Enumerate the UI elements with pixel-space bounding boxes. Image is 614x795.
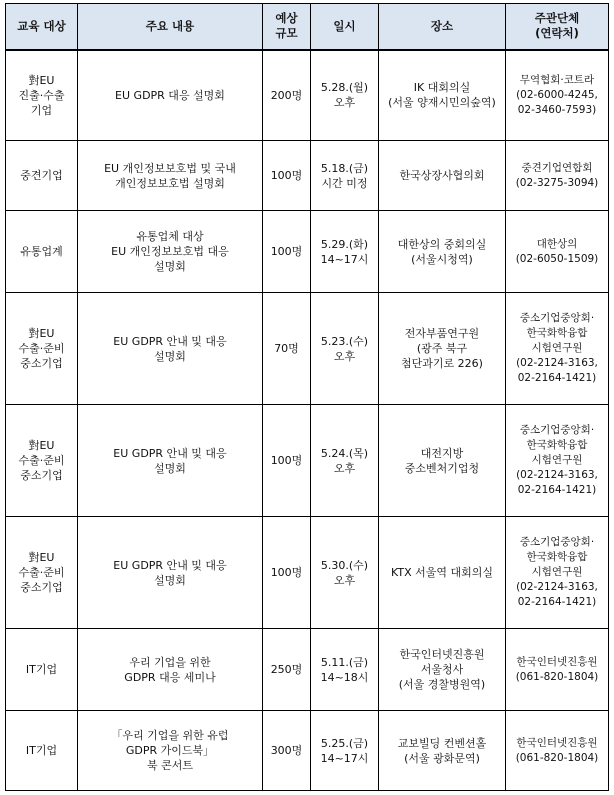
venue-cell: 대한상의 중회의실 (서울시청역): [379, 211, 506, 293]
organizer-cell: 무역협회·코트라 (02-6000-4245, 02-3460-7593): [506, 50, 609, 141]
header-target: 교육 대상: [6, 4, 78, 50]
content-cell: EU GDPR 안내 및 대응 설명회: [78, 405, 263, 517]
header-row: [6, 4, 609, 50]
datetime-cell: 5.30.(수) 오후: [311, 517, 379, 629]
organizer-cell: 한국인터넷진흥원 (061-820-1804): [506, 711, 609, 791]
education-schedule-table: [5, 3, 609, 791]
target-cell: IT기업: [6, 711, 78, 791]
content-cell: 유통업체 대상 EU 개인정보보호법 대응 설명회: [78, 211, 263, 293]
table-row: [6, 50, 609, 141]
organizer-cell: 대한상의 (02-6050-1509): [506, 211, 609, 293]
size-cell: 70명: [263, 293, 311, 405]
header-organizer: 주관단체 (연락처): [506, 4, 609, 50]
size-cell: 300명: [263, 711, 311, 791]
datetime-cell: 5.11.(금) 14~18시: [311, 629, 379, 711]
organizer-cell: 중견기업연합회 (02-3275-3094): [506, 141, 609, 211]
organizer-cell: 중소기업중앙회· 한국화학융합 시험연구원 (02-2124-3163, 02-2164-1421): [506, 293, 609, 405]
target-cell: 對EU 수출·준비 중소기업: [6, 517, 78, 629]
content-cell: EU GDPR 대응 설명회: [78, 50, 263, 141]
venue-cell: 한국상장사협의회: [379, 141, 506, 211]
organizer-cell: 한국인터넷진흥원 (061-820-1804): [506, 629, 609, 711]
target-cell: 對EU 진출·수출 기업: [6, 50, 78, 141]
size-cell: 100명: [263, 405, 311, 517]
venue-cell: 대전지방 중소벤처기업청: [379, 405, 506, 517]
datetime-cell: 5.25.(금) 14~17시: [311, 711, 379, 791]
content-cell: EU GDPR 안내 및 대응 설명회: [78, 517, 263, 629]
content-cell: 우리 기업을 위한 GDPR 대응 세미나: [78, 629, 263, 711]
target-cell: 對EU 수출·준비 중소기업: [6, 405, 78, 517]
table-row: [6, 141, 609, 211]
organizer-cell: 중소기업중앙회· 한국화학융합 시험연구원 (02-2124-3163, 02-2164-1421): [506, 517, 609, 629]
venue-cell: 교보빌딩 컨벤션홀 (서울 광화문역): [379, 711, 506, 791]
table-row: [6, 517, 609, 629]
datetime-cell: 5.23.(수) 오후: [311, 293, 379, 405]
target-cell: 중견기업: [6, 141, 78, 211]
datetime-cell: 5.18.(금) 시간 미정: [311, 141, 379, 211]
table-row: [6, 711, 609, 791]
size-cell: 100명: [263, 141, 311, 211]
header-size: 예상 규모: [263, 4, 311, 50]
content-cell: EU 개인정보보호법 및 국내 개인정보보호법 설명회: [78, 141, 263, 211]
size-cell: 100명: [263, 517, 311, 629]
datetime-cell: 5.24.(목) 오후: [311, 405, 379, 517]
table-row: [6, 405, 609, 517]
target-cell: 對EU 수출·준비 중소기업: [6, 293, 78, 405]
target-cell: 유통업계: [6, 211, 78, 293]
header-content: 주요 내용: [78, 4, 263, 50]
table-row: [6, 629, 609, 711]
venue-cell: IK 대회의실 (서울 양재시민의숲역): [379, 50, 506, 141]
datetime-cell: 5.29.(화) 14~17시: [311, 211, 379, 293]
table-row: [6, 293, 609, 405]
content-cell: EU GDPR 안내 및 대응 설명회: [78, 293, 263, 405]
table-row: [6, 211, 609, 293]
venue-cell: KTX 서울역 대회의실: [379, 517, 506, 629]
header-venue: 장소: [379, 4, 506, 50]
size-cell: 200명: [263, 50, 311, 141]
size-cell: 250명: [263, 629, 311, 711]
header-datetime: 일시: [311, 4, 379, 50]
venue-cell: 한국인터넷진흥원 서울청사 (서울 경찰병원역): [379, 629, 506, 711]
organizer-cell: 중소기업중앙회· 한국화학융합 시험연구원 (02-2124-3163, 02-2164-1421): [506, 405, 609, 517]
datetime-cell: 5.28.(월) 오후: [311, 50, 379, 141]
target-cell: IT기업: [6, 629, 78, 711]
content-cell: 「우리 기업을 위한 유럽 GDPR 가이드북」 북 콘서트: [78, 711, 263, 791]
size-cell: 100명: [263, 211, 311, 293]
venue-cell: 전자부품연구원 (광주 북구 첨단과기로 226): [379, 293, 506, 405]
